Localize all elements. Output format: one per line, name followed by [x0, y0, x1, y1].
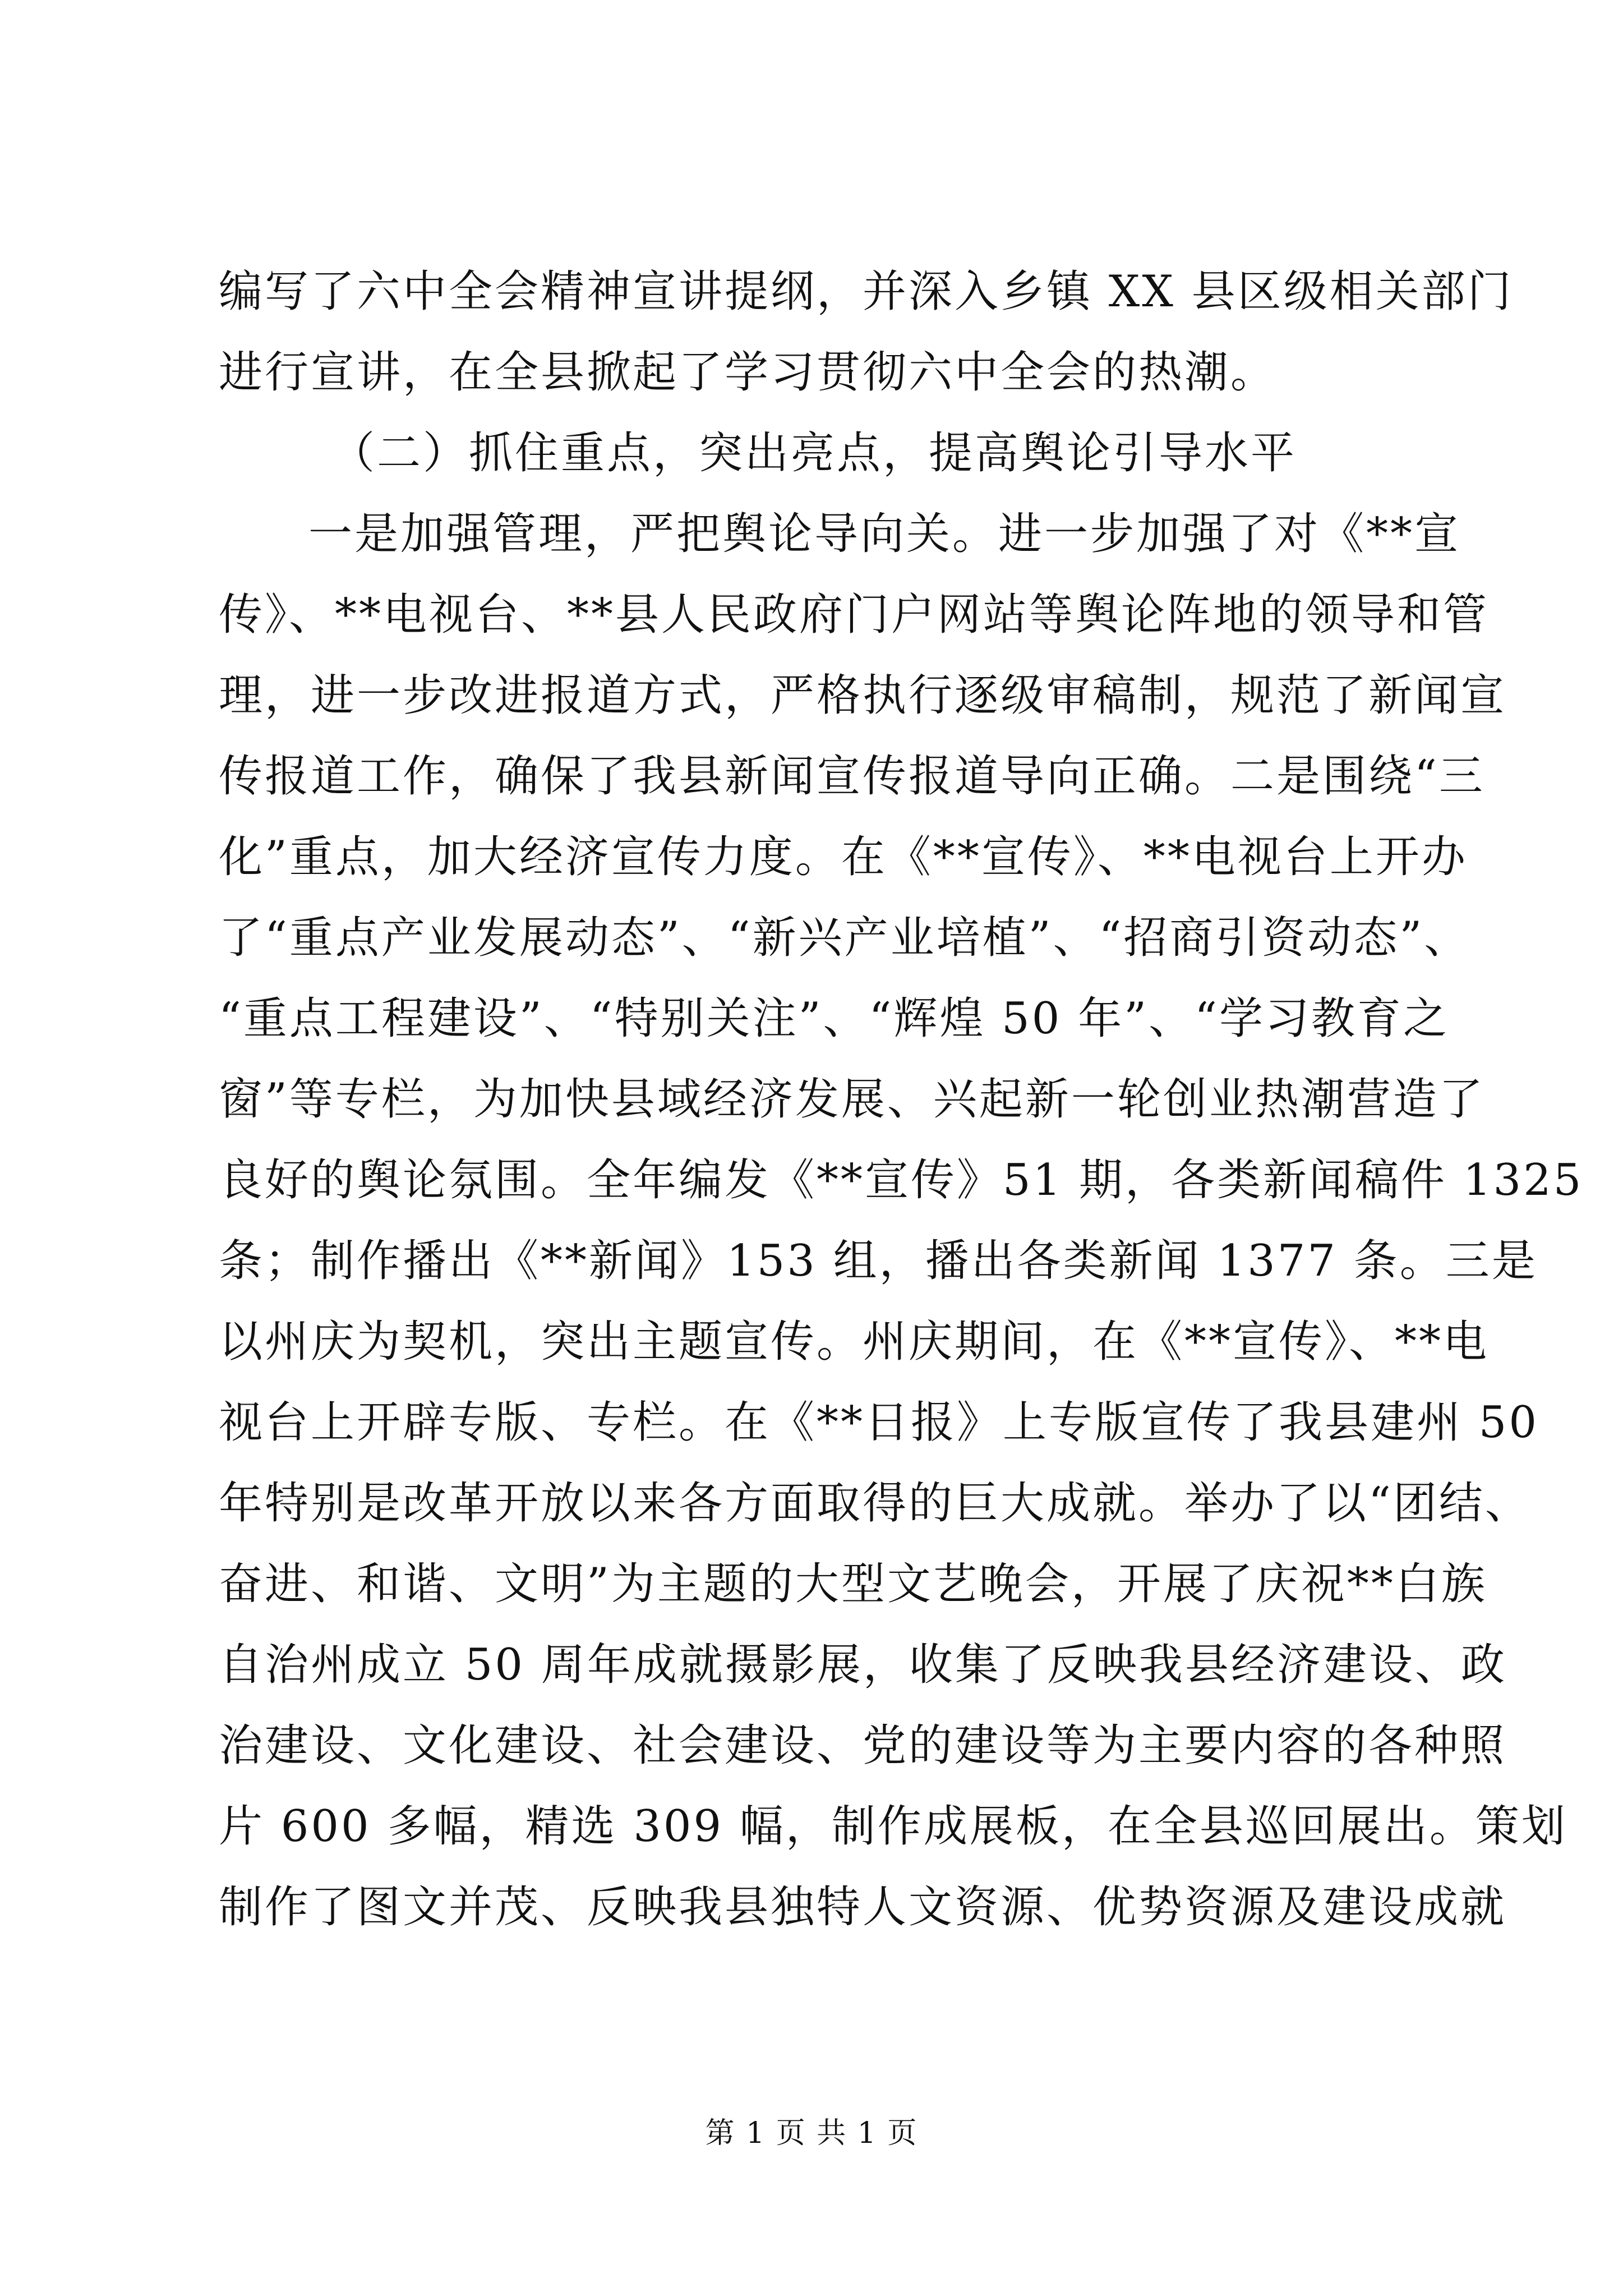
- text-line: 以州庆为契机，突出主题宣传。州庆期间，在《**宣传》、**电: [219, 1317, 1490, 1367]
- page-number: 第 1 页 共 1 页: [705, 2116, 918, 2150]
- text-line: “重点工程建设”、“特别关注”、“辉煌 50 年”、“学习教育之: [219, 993, 1449, 1044]
- text-line: 窗”等专栏，为加快县域经济发展、兴起新一轮创业热潮营造了: [219, 1074, 1485, 1125]
- text-line: 进行宣讲，在全县掀起了学习贯彻六中全会的热潮。: [219, 347, 1277, 398]
- text-line: 良好的舆论氛围。全年编发《**宣传》51 期，各类新闻稿件 1325: [219, 1155, 1584, 1205]
- text-line: 制作了图文并茂、反映我县独特人文资源、优势资源及建设成就: [219, 1882, 1507, 1932]
- text-line: 片 600 多幅，精选 309 幅，制作成展板，在全县巡回展出。策划: [219, 1801, 1567, 1852]
- text-line: 传报道工作，确保了我县新闻宣传报道导向正确。二是围绕“三: [219, 751, 1485, 802]
- section-heading: （二）抓住重点，突出亮点，提高舆论引导水平: [331, 428, 1297, 478]
- text-line: 编写了六中全会精神宣讲提纲，并深入乡镇 XX 县区级相关部门: [219, 266, 1514, 317]
- text-line: 条；制作播出《**新闻》153 组，播出各类新闻 1377 条。三是: [219, 1236, 1538, 1286]
- text-line: 了“重点产业发展动态”、“新兴产业培植”、“招商引资动态”、: [219, 913, 1470, 963]
- text-line: 理，进一步改进报道方式，严格执行逐级审稿制，规范了新闻宣: [219, 670, 1507, 721]
- text-line: 化”重点，加大经济宣传力度。在《**宣传》、**电视台上开办: [219, 832, 1468, 882]
- text-line: 视台上开辟专版、专栏。在《**日报》上专版宣传了我县建州 50: [219, 1397, 1539, 1448]
- text-line: 年特别是改革开放以来各方面取得的巨大成就。举办了以“团结、: [219, 1478, 1531, 1529]
- text-line: 奋进、和谐、文明”为主题的大型文艺晚会，开展了庆祝**白族: [219, 1559, 1487, 1609]
- document-body: [219, 251, 1584, 1948]
- paragraph-first-line: 一是加强管理，严把舆论导向关。进一步加强了对《**宣: [308, 509, 1461, 559]
- text-line: 治建设、文化建设、社会建设、党的建设等为主要内容的各种照: [219, 1720, 1507, 1771]
- text-line: 自治州成立 50 周年成就摄影展，收集了反映我县经济建设、政: [219, 1640, 1507, 1690]
- text-line: 传》、**电视台、**县人民政府门户网站等舆论阵地的领导和管: [219, 590, 1490, 640]
